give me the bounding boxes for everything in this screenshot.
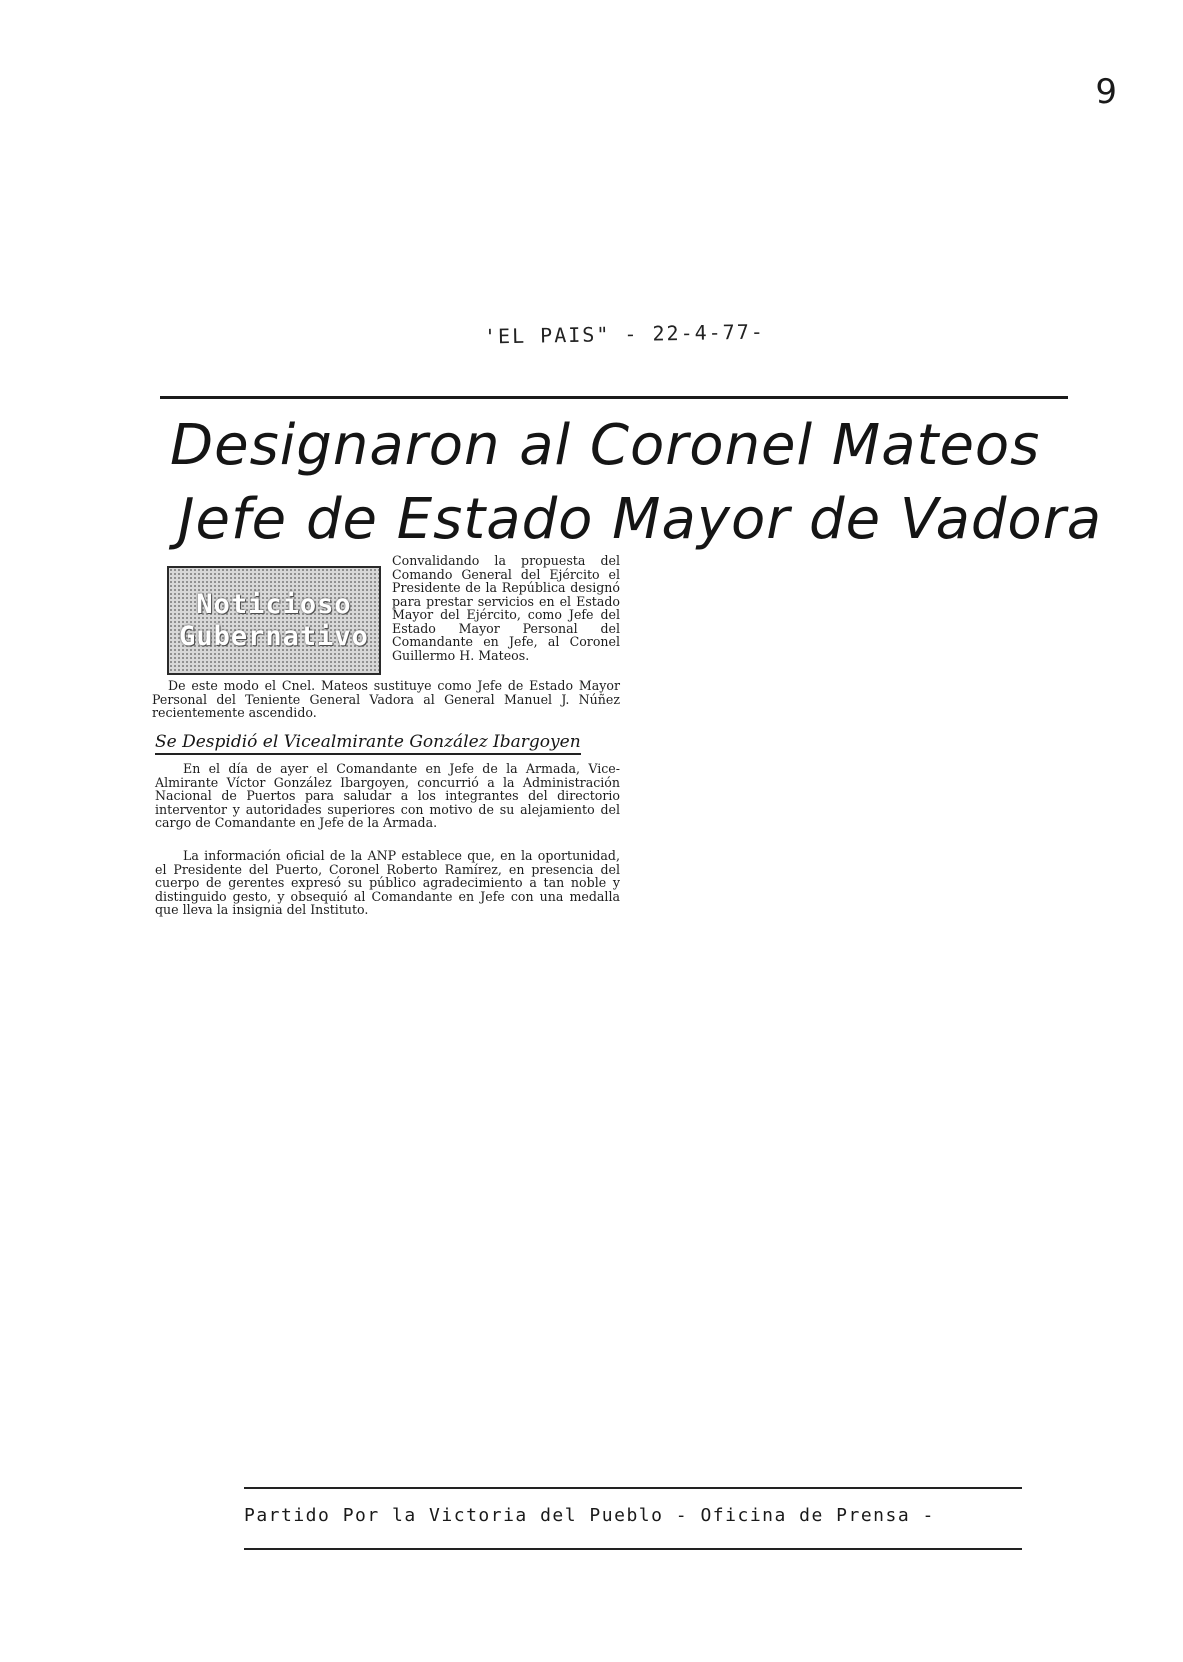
footer-rule-bottom: [244, 1548, 1022, 1550]
handwritten-source-note: 'EL PAIS" - 22-4-77-: [483, 319, 766, 349]
section-logo-line-2: Gubernativo: [179, 620, 369, 652]
section-logo-box: [167, 566, 381, 675]
subheadline: Se Despidió el Vicealmirante González Ibargoyen: [155, 732, 581, 755]
body-paragraph-1-text: En el día de ayer el Comandante en Jefe de la Armada, Vice-Almirante Víctor González Ibargoyen, concurrió a la Administración Nacional de Puertos para saludar a los integrantes del directorio interventor y autoridades superiores con motivo de su alejamiento del cargo de Comandante en Jefe de la Armada.: [155, 761, 620, 830]
body-paragraph-1: [155, 762, 620, 830]
body-paragraph-2-text: La información oficial de la ANP establece que, en la oportunidad, el Presidente del Puerto, Coronel Roberto Ramírez, en presencia del cuerpo de gerentes expresó su público agradecimiento a tan noble y distinguido gesto, y obsequió al Comandante en Jefe con una medalla que lleva la insignia del Instituto.: [155, 848, 620, 917]
lead-paragraph-text: Convalidando la propuesta del Comando General del Ejército el Presidente de la República designó para prestar servicios en el Estado Mayor del Ejército, como Jefe del Estado Mayor Personal del Comandante en Jefe, al Coronel Guillermo H. Mateos.: [392, 553, 620, 663]
section-logo-line-1: Noticioso: [196, 589, 352, 621]
clipping-top-rule: [160, 396, 1068, 399]
footer-rule-top: [244, 1487, 1022, 1489]
lead-paragraph: [392, 554, 620, 662]
page-number: 9: [1095, 72, 1117, 112]
headline-line-1: Designaron al Coronel Mateos: [170, 413, 1041, 478]
footer-text: Partido Por la Victoria del Pueblo - Oficina de Prensa -: [244, 1505, 935, 1526]
headline-line-2: Jefe de Estado Mayor de Vadora: [178, 487, 1103, 552]
lead-continuation-text: De este modo el Cnel. Mateos sustituye como Jefe de Estado Mayor Personal del Teniente General Vadora al General Manuel J. Núñez recientemente ascendido.: [152, 678, 620, 720]
body-paragraph-2: [155, 849, 620, 917]
lead-continuation: [152, 679, 620, 720]
